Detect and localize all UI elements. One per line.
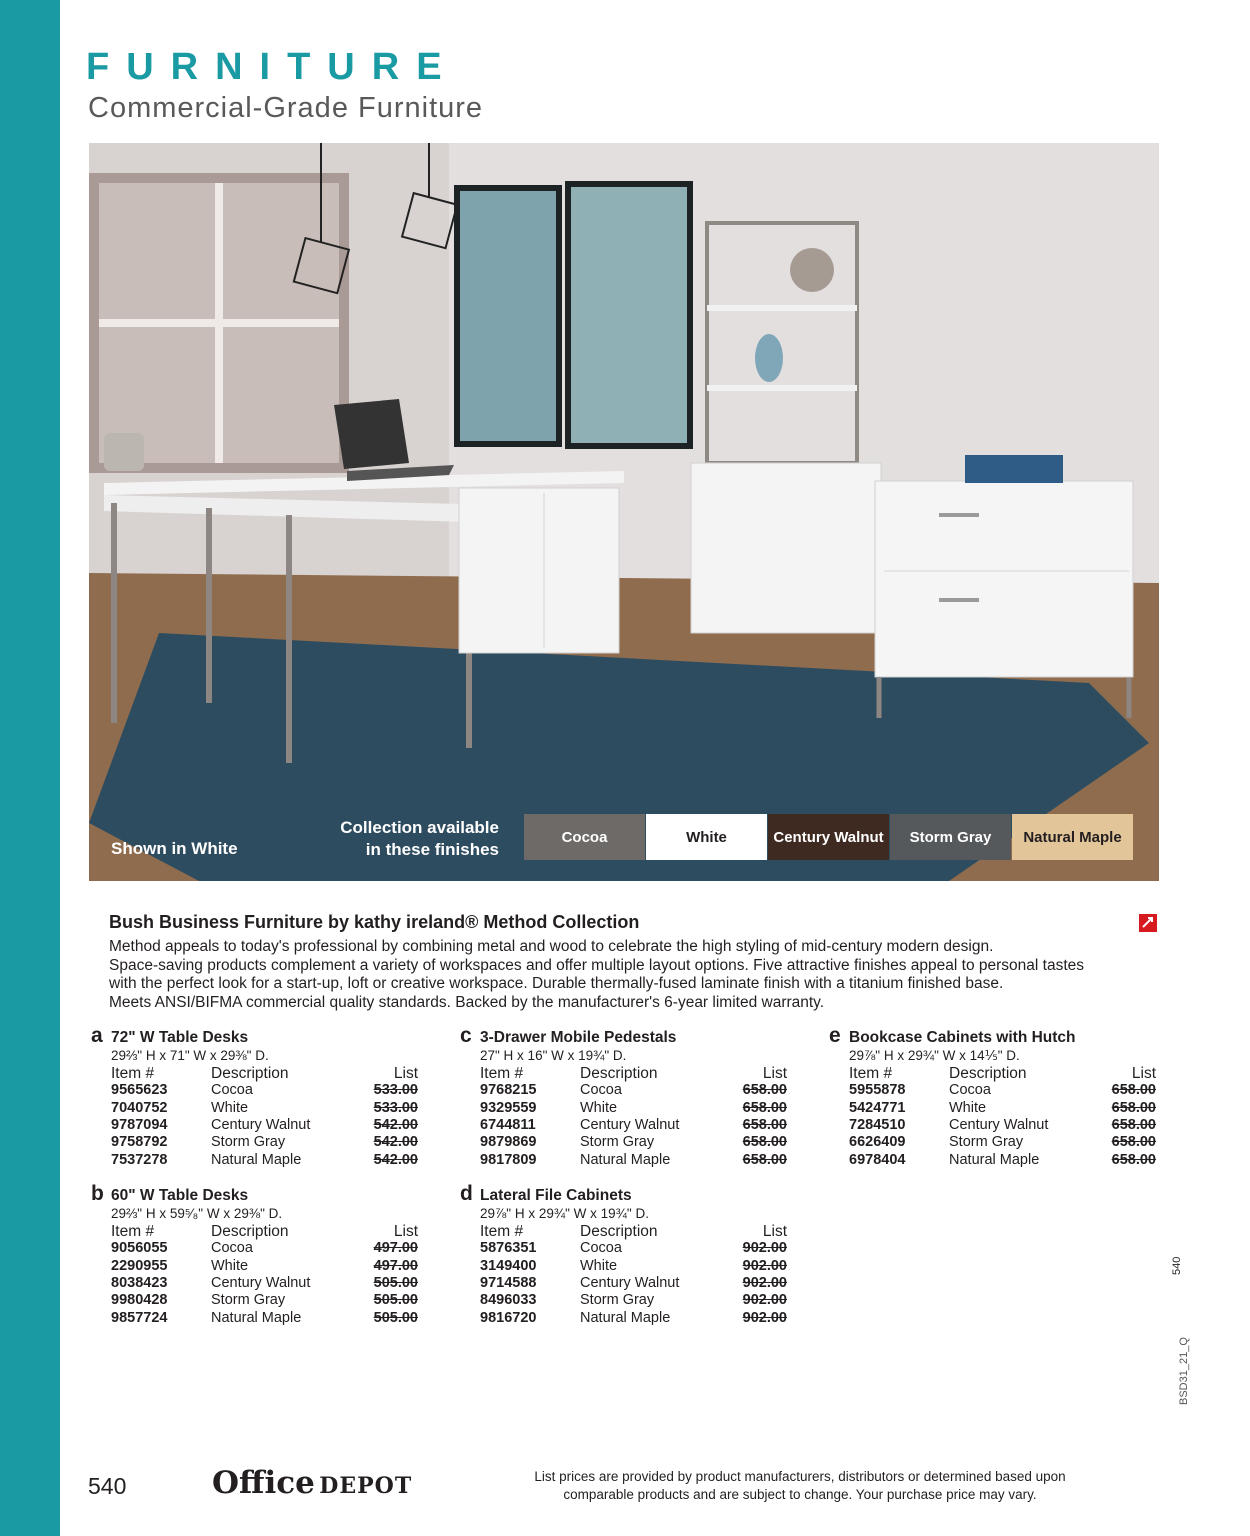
item-finish: Cocoa	[580, 1082, 622, 1099]
product-bookcase-cabinets	[829, 1024, 1179, 1169]
item-finish: Century Walnut	[949, 1117, 1049, 1134]
logo-word-office: Office	[212, 1465, 315, 1501]
item-number: 9768215	[480, 1082, 537, 1099]
table-row	[111, 1240, 441, 1257]
item-number: 9879869	[480, 1134, 537, 1151]
item-price: 658.00	[1111, 1134, 1156, 1151]
item-number: 7284510	[849, 1117, 906, 1134]
list-header: List	[393, 1222, 418, 1240]
product-table-desks-72	[91, 1024, 441, 1169]
item-number: 8038423	[111, 1275, 168, 1292]
table-header	[480, 1223, 810, 1240]
item-number: 9056055	[111, 1240, 168, 1257]
item-price: 542.00	[373, 1134, 418, 1151]
item-finish: Storm Gray	[580, 1134, 655, 1151]
table-row	[111, 1258, 441, 1275]
table-row	[849, 1134, 1179, 1151]
item-number: 9857724	[111, 1309, 168, 1326]
item-price: 497.00	[373, 1240, 418, 1257]
disclaimer-line: comparable products and are subject to change. Your purchase price may vary.	[563, 1487, 1037, 1502]
table-row	[111, 1117, 441, 1134]
table-row	[849, 1152, 1179, 1169]
collection-title: Bush Business Furniture by kathy ireland® Method Collection	[109, 912, 640, 932]
item-price: 658.00	[1111, 1082, 1156, 1099]
item-number: 9787094	[111, 1117, 168, 1134]
item-price: 658.00	[742, 1117, 787, 1134]
item-finish: Cocoa	[580, 1240, 622, 1257]
item-number: 7537278	[111, 1151, 168, 1168]
finishes-caption: Collection available in these finishes	[340, 818, 499, 859]
item-price: 533.00	[373, 1082, 418, 1099]
side-catalog-code: BSD31_21_Q	[1178, 1337, 1190, 1405]
item-finish: Natural Maple	[949, 1151, 1040, 1168]
item-price: 658.00	[742, 1134, 787, 1151]
table-row	[849, 1100, 1179, 1117]
item-number: 5424771	[849, 1099, 906, 1116]
item-header: Item #	[849, 1064, 893, 1082]
item-header: Item #	[480, 1222, 524, 1240]
description-line: with the perfect look for a start-up, loft or creative workspace. Durable thermally-fused laminate finish with a titanium finished base.	[109, 975, 1004, 993]
hero-photo	[89, 143, 1159, 881]
item-number: 9816720	[480, 1309, 537, 1326]
description-header: Description	[211, 1222, 289, 1240]
item-number: 6744811	[480, 1117, 536, 1134]
table-row	[480, 1117, 810, 1134]
table-header	[849, 1065, 1179, 1082]
item-finish: Storm Gray	[949, 1134, 1024, 1151]
swatch-storm-gray	[890, 814, 1011, 860]
swatch-cocoa	[524, 814, 645, 860]
swatch-label: Cocoa	[561, 828, 608, 846]
table-row	[849, 1117, 1179, 1134]
item-price: 658.00	[742, 1151, 787, 1168]
office-depot-logo	[212, 1465, 412, 1501]
table-row	[111, 1275, 441, 1292]
item-price: 533.00	[373, 1099, 418, 1116]
item-number: 9817809	[480, 1151, 537, 1168]
item-number: 5955878	[849, 1082, 906, 1099]
collection-description	[109, 938, 1159, 1012]
item-price: 658.00	[1111, 1099, 1156, 1116]
item-finish: Cocoa	[211, 1240, 253, 1257]
item-finish: Century Walnut	[211, 1117, 311, 1134]
product-letter: d	[460, 1182, 473, 1205]
product-letter: a	[91, 1024, 103, 1047]
section-title: FURNITURE	[86, 46, 459, 88]
item-header: Item #	[111, 1222, 155, 1240]
table-row	[111, 1310, 441, 1327]
item-finish: Century Walnut	[580, 1117, 680, 1134]
pricing-disclaimer	[490, 1468, 1110, 1504]
shown-finish-caption: Shown in White	[111, 839, 238, 858]
product-mobile-pedestals	[460, 1024, 810, 1169]
product-dimensions: 29⅔" H x 71" W x 29⅜" D.	[111, 1048, 269, 1064]
item-finish: Century Walnut	[580, 1275, 680, 1292]
item-finish: White	[211, 1257, 249, 1274]
item-price: 542.00	[373, 1117, 418, 1134]
item-number: 7040752	[111, 1099, 168, 1116]
item-price: 902.00	[742, 1292, 787, 1309]
item-finish: Natural Maple	[580, 1309, 671, 1326]
table-row	[111, 1100, 441, 1117]
item-finish: White	[211, 1099, 249, 1116]
description-header: Description	[211, 1064, 289, 1082]
description-header: Description	[580, 1064, 658, 1082]
table-row	[111, 1292, 441, 1309]
table-row	[480, 1275, 810, 1292]
table-row	[480, 1258, 810, 1275]
item-price: 542.00	[373, 1151, 418, 1168]
item-number: 8496033	[480, 1292, 537, 1309]
table-header	[111, 1223, 441, 1240]
table-row	[111, 1134, 441, 1151]
swatch-century-walnut	[768, 814, 889, 860]
item-finish: Cocoa	[211, 1082, 253, 1099]
product-dimensions: 29⅞" H x 29¾" W x 14⅕" D.	[849, 1048, 1020, 1064]
item-finish: Storm Gray	[211, 1134, 286, 1151]
description-header: Description	[580, 1222, 658, 1240]
swatch-natural-maple	[1012, 814, 1133, 860]
logo-word-depot: DEPOT	[319, 1473, 413, 1499]
item-finish: Century Walnut	[211, 1275, 311, 1292]
item-number: 6978404	[849, 1151, 906, 1168]
item-price: 902.00	[742, 1257, 787, 1274]
item-header: Item #	[111, 1064, 155, 1082]
product-name: Bookcase Cabinets with Hutch	[849, 1029, 1076, 1046]
product-letter: e	[829, 1024, 841, 1047]
item-number: 5876351	[480, 1240, 537, 1257]
item-price: 658.00	[1111, 1151, 1156, 1168]
finish-swatches	[524, 814, 1134, 860]
table-row	[480, 1100, 810, 1117]
item-price: 658.00	[742, 1099, 787, 1116]
table-row	[480, 1134, 810, 1151]
table-row	[480, 1240, 810, 1257]
item-finish: Natural Maple	[580, 1151, 671, 1168]
list-header: List	[762, 1064, 787, 1082]
product-letter: b	[91, 1182, 104, 1205]
office-room-illustration	[89, 143, 1159, 881]
table-row	[480, 1292, 810, 1309]
description-line: Meets ANSI/BIFMA commercial quality standards. Backed by the manufacturer's 6-year limited warranty.	[109, 993, 825, 1011]
item-number: 3149400	[480, 1257, 537, 1274]
swatch-label: White	[686, 828, 727, 846]
side-page-number: 540	[1171, 1256, 1183, 1275]
product-dimensions: 27" H x 16" W x 19¾" D.	[480, 1048, 627, 1064]
list-header: List	[393, 1064, 418, 1082]
swatch-label: Storm Gray	[909, 828, 992, 846]
product-dimensions: 29⅞" H x 29¾" W x 19¾" D.	[480, 1206, 649, 1222]
item-number: 2290955	[111, 1257, 168, 1274]
section-subtitle: Commercial-Grade Furniture	[88, 92, 484, 124]
product-letter: c	[460, 1024, 472, 1047]
product-name: 72" W Table Desks	[111, 1029, 249, 1046]
table-header	[480, 1065, 810, 1082]
item-price: 658.00	[1111, 1117, 1156, 1134]
item-price: 505.00	[373, 1275, 418, 1292]
item-price: 497.00	[373, 1257, 418, 1274]
list-header: List	[762, 1222, 787, 1240]
item-number: 9329559	[480, 1099, 537, 1116]
item-price: 902.00	[742, 1309, 787, 1326]
product-name: 3-Drawer Mobile Pedestals	[480, 1029, 677, 1046]
disclaimer-line: List prices are provided by product manufacturers, distributors or determined based upon	[534, 1469, 1066, 1484]
item-finish: White	[949, 1099, 987, 1116]
table-row	[111, 1082, 441, 1099]
table-row	[849, 1082, 1179, 1099]
product-table-desks-60	[91, 1182, 441, 1327]
table-row	[480, 1082, 810, 1099]
product-name: 60" W Table Desks	[111, 1187, 249, 1204]
product-name: Lateral File Cabinets	[480, 1187, 632, 1204]
item-number: 9980428	[111, 1292, 168, 1309]
item-price: 505.00	[373, 1309, 418, 1326]
list-header: List	[1131, 1064, 1156, 1082]
table-header	[111, 1065, 441, 1082]
item-price: 902.00	[742, 1240, 787, 1257]
item-price: 505.00	[373, 1292, 418, 1309]
description-line: Method appeals to today's professional by combining metal and wood to celebrate the high styling of mid-century modern design.	[109, 938, 994, 955]
page-number: 540	[88, 1473, 127, 1499]
sync-icon	[1139, 914, 1157, 932]
swatch-label: Century Walnut	[773, 828, 884, 846]
item-number: 9565623	[111, 1082, 168, 1099]
item-header: Item #	[480, 1064, 524, 1082]
item-finish: Storm Gray	[580, 1292, 655, 1309]
table-row	[111, 1152, 441, 1169]
description-line: Space-saving products complement a variety of workspaces and offer multiple layout options. Five attractive finishes appeal to personal tastes	[109, 956, 1085, 974]
item-number: 9714588	[480, 1275, 537, 1292]
product-lateral-file-cabinets	[460, 1182, 810, 1327]
swatch-label: Natural Maple	[1023, 828, 1122, 846]
item-price: 658.00	[742, 1082, 787, 1099]
side-accent-bar	[0, 0, 60, 1536]
item-finish: Natural Maple	[211, 1309, 302, 1326]
item-finish: White	[580, 1099, 618, 1116]
item-number: 6626409	[849, 1134, 906, 1151]
item-finish: Cocoa	[949, 1082, 991, 1099]
item-number: 9758792	[111, 1134, 168, 1151]
description-header: Description	[949, 1064, 1027, 1082]
item-finish: Natural Maple	[211, 1151, 302, 1168]
item-finish: Storm Gray	[211, 1292, 286, 1309]
item-price: 902.00	[742, 1275, 787, 1292]
table-row	[480, 1310, 810, 1327]
product-dimensions: 29⅔" H x 59⁵⁄₈" W x 29⅜" D.	[111, 1206, 283, 1222]
swatch-white	[646, 814, 767, 860]
item-finish: White	[580, 1257, 618, 1274]
table-row	[480, 1152, 810, 1169]
